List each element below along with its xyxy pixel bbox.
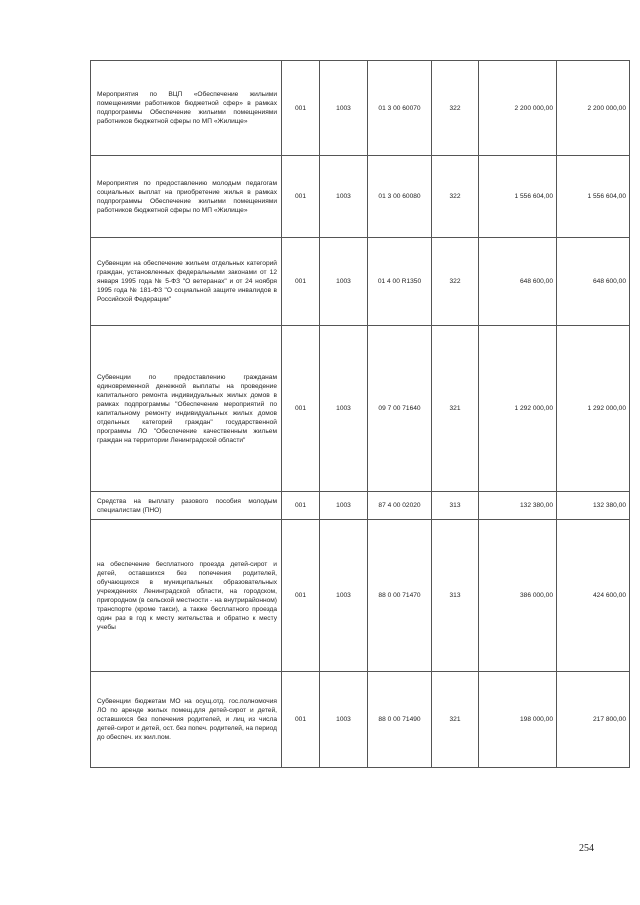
row-department-code: 001 (282, 492, 320, 520)
row-description: Мероприятия по ВЦП «Обеспечение жильими помещениями работников бюджетной сфер» в рамках подпрограммы Обеспечение жильими помещениями работников бюджетной сферы по МП «Жилище» (91, 61, 282, 156)
row-target-article: 88 0 00 71470 (368, 520, 432, 672)
row-section-code: 1003 (320, 672, 368, 768)
row-department-code: 001 (282, 61, 320, 156)
row-target-article: 01 3 00 60080 (368, 156, 432, 238)
budget-table (90, 60, 630, 768)
row-amount-1: 1 556 604,00 (479, 156, 557, 238)
row-amount-2: 648 600,00 (557, 238, 630, 326)
row-amount-1: 132 380,00 (479, 492, 557, 520)
row-department-code: 001 (282, 326, 320, 492)
table-row (91, 326, 630, 492)
row-description: Мероприятия по предоставлению молодым педагогам социальных выплат на приобретение жилья в рамках подпрограммы Обеспечение жильими помещениями работников бюджетной сферы по МП «Жилище» (91, 156, 282, 238)
table-row (91, 672, 630, 768)
row-description: Средства на выплату разового пособия молодым специалистам (ПНО) (91, 492, 282, 520)
table-row (91, 156, 630, 238)
row-section-code: 1003 (320, 492, 368, 520)
row-target-article: 01 3 00 60070 (368, 61, 432, 156)
row-expense-type: 313 (432, 520, 479, 672)
row-description: Субвенции по предоставлению гражданам единовременной денежной выплаты на проведение капитального ремонта индивидуальных жилых домов в рамках подпрограммы "Обеспечение мероприятий по капитальному ремонту индивидуальных жилых домов отдельных категорий граждан" государственной программы ЛО "Обеспечение качественным жильем граждан на территории Ленинградской области" (91, 326, 282, 492)
row-target-article: 88 0 00 71490 (368, 672, 432, 768)
row-department-code: 001 (282, 238, 320, 326)
table-row (91, 61, 630, 156)
row-amount-1: 1 292 000,00 (479, 326, 557, 492)
row-department-code: 001 (282, 672, 320, 768)
row-amount-2: 424 600,00 (557, 520, 630, 672)
row-amount-1: 648 600,00 (479, 238, 557, 326)
row-amount-1: 198 000,00 (479, 672, 557, 768)
row-expense-type: 322 (432, 156, 479, 238)
row-description: Субвенции бюджетам МО на осущ.отд. гос.полномочия ЛО по аренде жилых помещ.для детей-сирот и детей, оставшихся без попечения родителей, и лиц из числа детей-сирот и детей, ост. без попеч. родителей, на период до обеспеч. их жил.пом. (91, 672, 282, 768)
row-amount-2: 1 556 604,00 (557, 156, 630, 238)
table-row (91, 492, 630, 520)
row-department-code: 001 (282, 156, 320, 238)
row-description: Субвенции на обеспечение жильем отдельных категорий граждан, установленных федеральными законами от 12 января 1995 года № 5-ФЗ "О ветеранах" и от 24 ноября 1995 года № 181-ФЗ "О социальной защите инвалидов в Российской Федерации" (91, 238, 282, 326)
row-amount-1: 2 200 000,00 (479, 61, 557, 156)
row-target-article: 01 4 00 R1350 (368, 238, 432, 326)
row-department-code: 001 (282, 520, 320, 672)
row-section-code: 1003 (320, 61, 368, 156)
row-description: на обеспечение бесплатного проезда детей-сирот и детей, оставшихся без попечения родителей, обучающихся в муниципальных образовательных учреждениях Ленинградской области, на городском, пригородном (в сельской местности - на внутрирайонном) транспорте (кроме такси), а также бесплатного проезда один раз в год к месту жительства и обратно к месту учебы (91, 520, 282, 672)
row-expense-type: 321 (432, 326, 479, 492)
row-expense-type: 322 (432, 61, 479, 156)
page-number: 254 (579, 843, 594, 854)
row-amount-2: 132 380,00 (557, 492, 630, 520)
row-section-code: 1003 (320, 156, 368, 238)
row-amount-2: 217 800,00 (557, 672, 630, 768)
row-amount-2: 1 292 000,00 (557, 326, 630, 492)
row-target-article: 09 7 00 71640 (368, 326, 432, 492)
row-target-article: 87 4 00 02020 (368, 492, 432, 520)
row-section-code: 1003 (320, 520, 368, 672)
table-row (91, 520, 630, 672)
row-expense-type: 322 (432, 238, 479, 326)
row-amount-2: 2 200 000,00 (557, 61, 630, 156)
row-section-code: 1003 (320, 238, 368, 326)
row-expense-type: 313 (432, 492, 479, 520)
row-section-code: 1003 (320, 326, 368, 492)
row-expense-type: 321 (432, 672, 479, 768)
row-amount-1: 386 000,00 (479, 520, 557, 672)
table-row (91, 238, 630, 326)
